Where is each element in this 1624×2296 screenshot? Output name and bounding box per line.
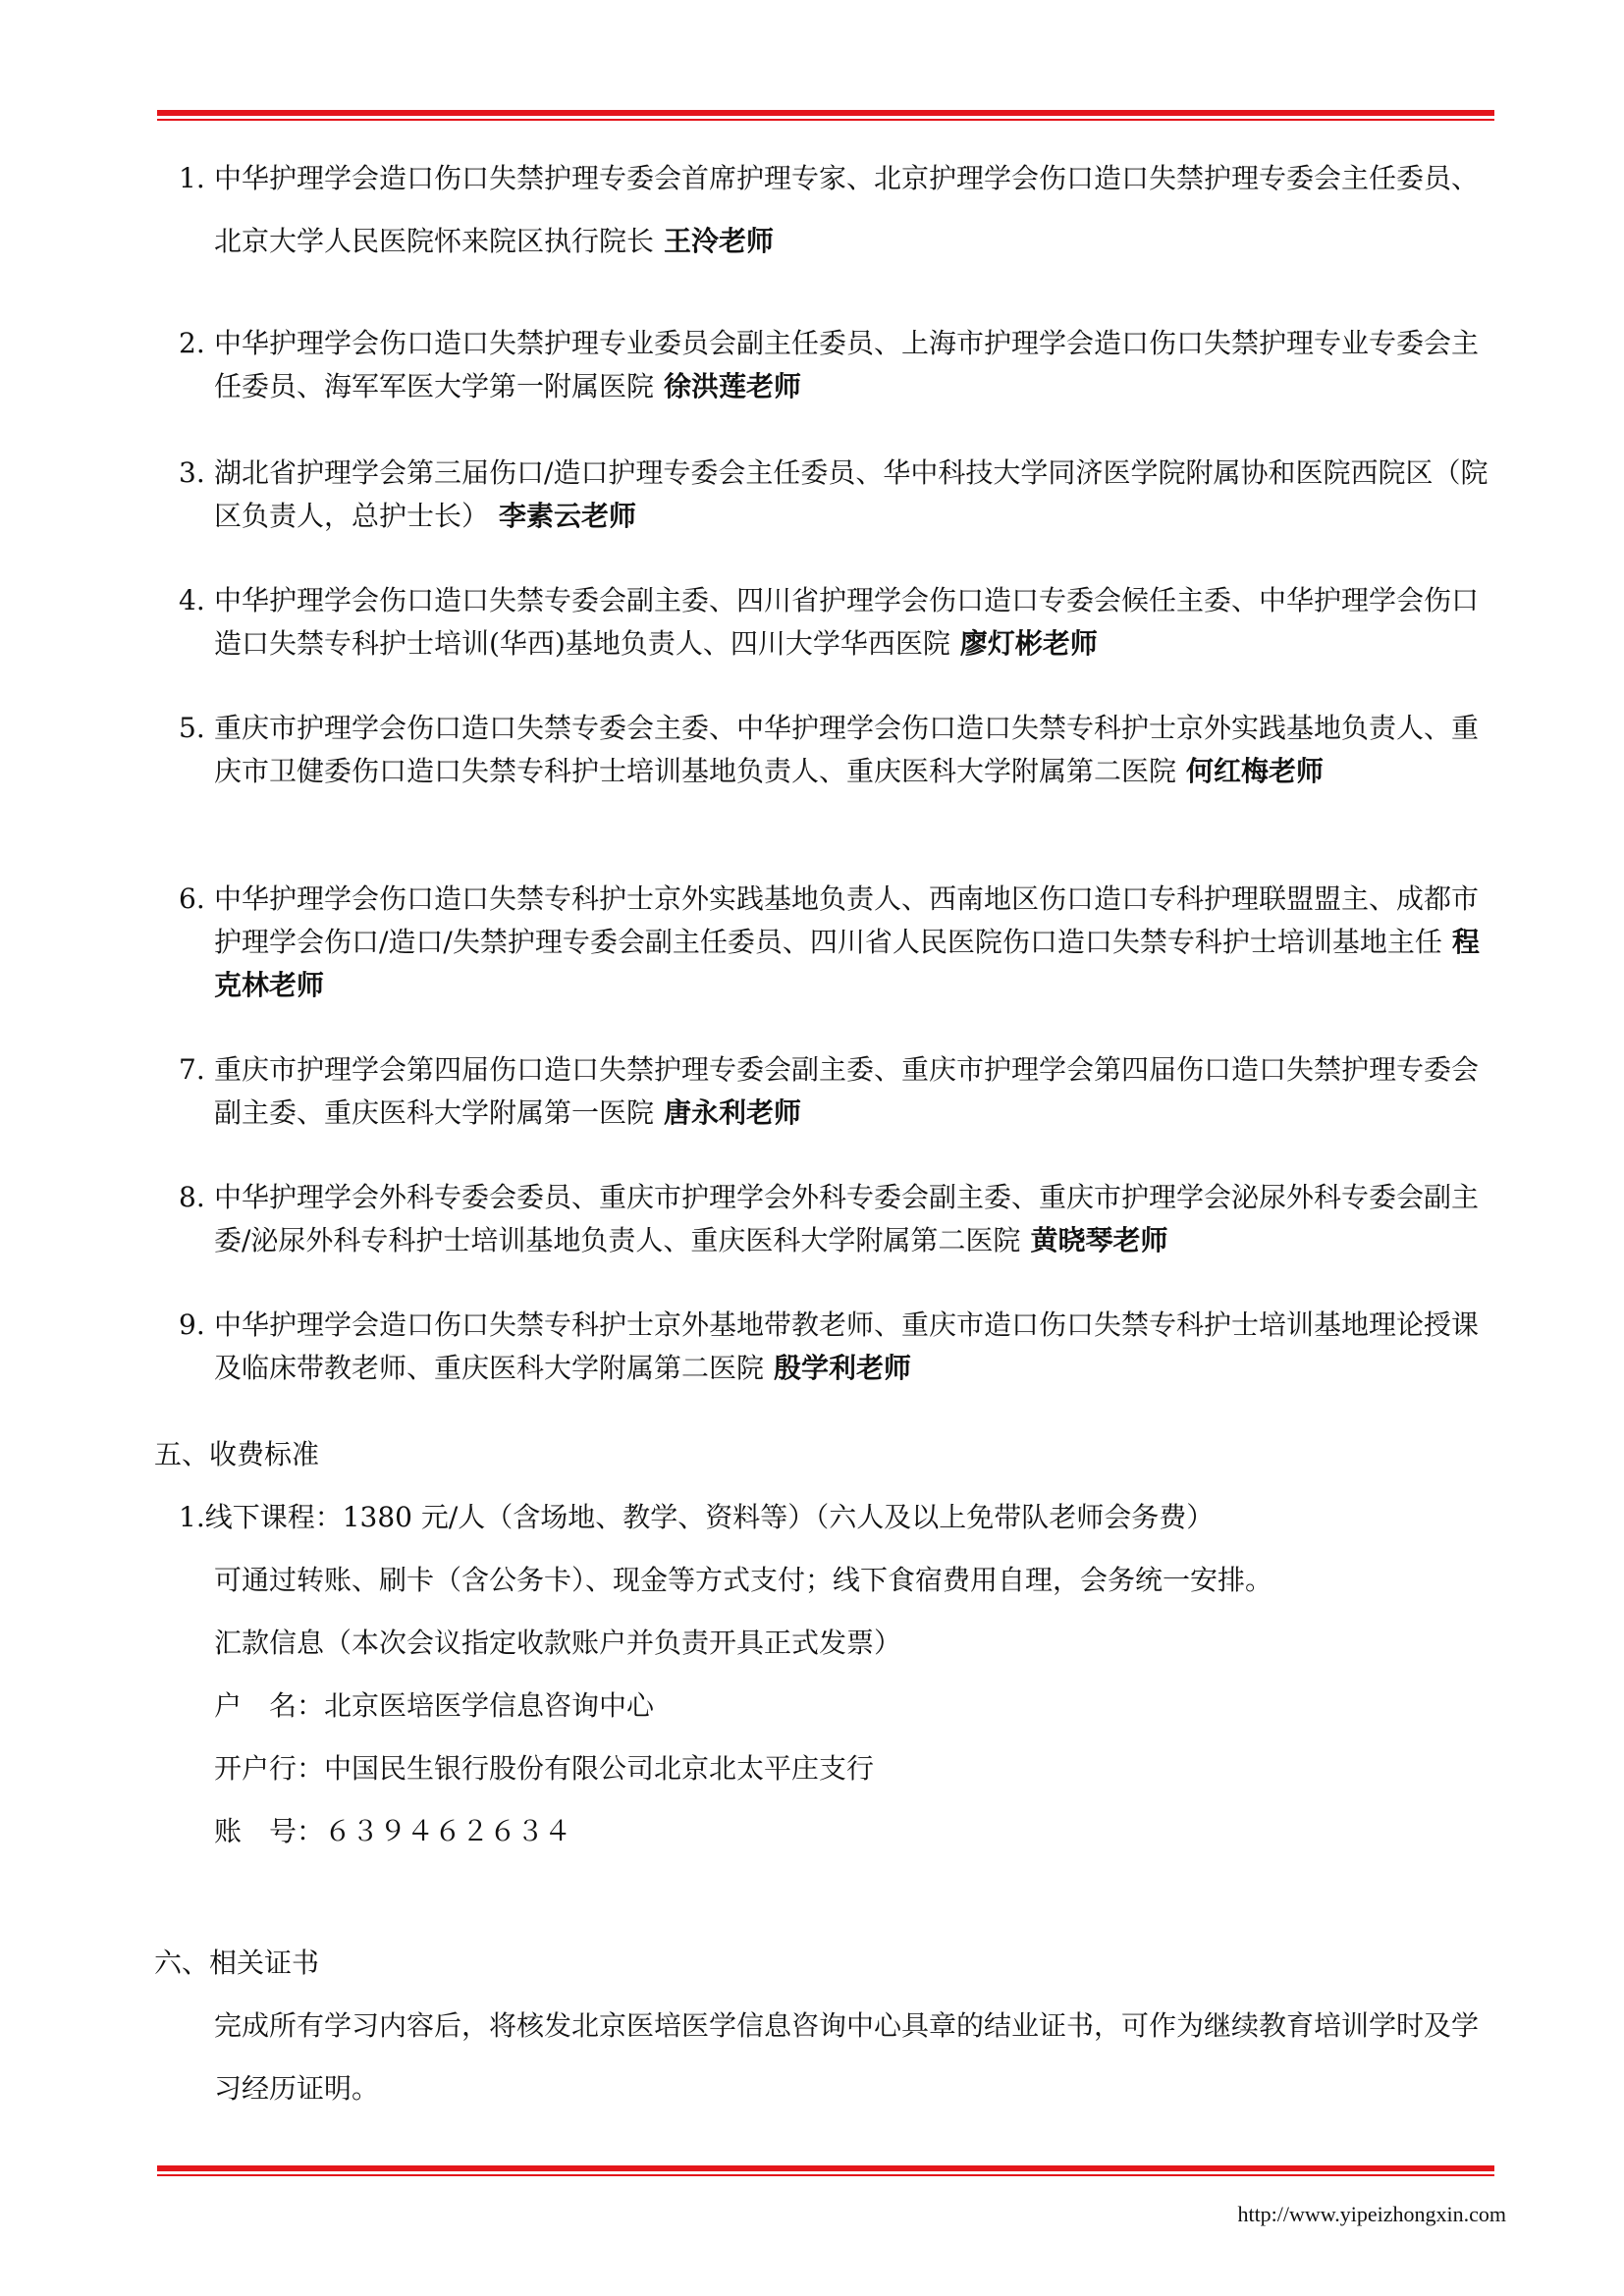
- header-rule: [157, 110, 1494, 121]
- item-number: 7.: [179, 1053, 205, 1086]
- teacher-name: 程克林老师: [214, 926, 1480, 1001]
- item-description: 湖北省护理学会第三届伤口/造口护理专委会主任委员、华中科技大学同济医学院附属协和医院西院区（院区负责人，总护士长）: [214, 456, 1489, 532]
- fees-line-course: 1.线下课程：1380 元/人（含场地、教学、资料等）（六人及以上免带队老师会务费）: [179, 1501, 1215, 1533]
- item-description: 重庆市护理学会伤口造口失禁专委会主委、中华护理学会伤口造口失禁专科护士京外实践基地负责人、重庆市卫健委伤口造口失禁专科护士培训基地负责人、重庆医科大学附属第二医院: [214, 712, 1480, 787]
- teacher-name: 王泠老师: [664, 225, 775, 257]
- footer-rule: [157, 2165, 1494, 2176]
- teacher-name: 李素云老师: [499, 500, 637, 532]
- item-description: 中华护理学会伤口造口失禁专科护士京外实践基地负责人、西南地区伤口造口专科护理联盟盟主、成都市护理学会伤口/造口/失禁护理专委会副主任委员、四川省人民医院伤口造口失禁专科护士培训基地主任: [214, 882, 1480, 958]
- footer-rule-thin-line: [157, 2174, 1494, 2176]
- teacher-item-3: [179, 452, 1500, 538]
- cert-heading: 六、相关证书: [154, 1947, 320, 1979]
- header-rule-thin-line: [157, 119, 1494, 121]
- item-number: 5.: [179, 712, 205, 744]
- teacher-name: 廖灯彬老师: [959, 627, 1098, 660]
- footer-website-link[interactable]: http://www.yipeizhongxin.com: [1237, 2202, 1506, 2226]
- item-number: 4.: [179, 584, 205, 616]
- teacher-item-2: [179, 322, 1500, 408]
- teacher-item-7: [179, 1048, 1500, 1135]
- item-number: 3.: [179, 456, 205, 489]
- item-description: 中华护理学会伤口造口失禁护理专业委员会副主任委员、上海市护理学会造口伤口失禁护理专业专委会主任委员、海军军医大学第一附属医院: [214, 327, 1480, 402]
- item-description: 重庆市护理学会第四届伤口造口失禁护理专委会副主委、重庆市护理学会第四届伤口造口失禁护理专委会副主委、重庆医科大学附属第一医院: [214, 1053, 1480, 1129]
- cert-text: 完成所有学习内容后，将核发北京医培医学信息咨询中心具章的结业证书，可作为继续教育培训学时及学习经历证明。: [214, 2009, 1480, 2105]
- teacher-item-4: [179, 579, 1500, 666]
- item-number: 8.: [179, 1181, 205, 1213]
- teacher-name: 殷学利老师: [774, 1352, 912, 1384]
- teacher-name: 唐永利老师: [664, 1096, 802, 1129]
- teacher-item-1: [179, 147, 1500, 273]
- teacher-name: 何红梅老师: [1186, 755, 1325, 787]
- fees-line-remit-info: 汇款信息（本次会议指定收款账户并负责开具正式发票）: [214, 1627, 902, 1659]
- item-number: 1.: [179, 162, 205, 194]
- teacher-item-5: [179, 707, 1500, 793]
- item-number: 9.: [179, 1308, 205, 1341]
- teacher-item-8: [179, 1176, 1500, 1262]
- item-description: 中华护理学会造口伤口失禁护理专委会首席护理专家、北京护理学会伤口造口失禁护理专委会主任委员、北京大学人民医院怀来院区执行院长: [214, 162, 1480, 257]
- item-description: 中华护理学会外科专委会委员、重庆市护理学会外科专委会副主委、重庆市护理学会泌尿外科专委会副主委/泌尿外科专科护士培训基地负责人、重庆医科大学附属第二医院: [214, 1181, 1480, 1256]
- teacher-name: 徐洪莲老师: [664, 370, 802, 402]
- item-number: 2.: [179, 327, 205, 359]
- fees-heading: 五、收费标准: [154, 1438, 320, 1470]
- fees-account-number: 账 号：６３９４６２６３４: [214, 1815, 572, 1847]
- teacher-item-9: [179, 1304, 1500, 1390]
- item-description: 中华护理学会伤口造口失禁专委会副主委、四川省护理学会伤口造口专委会候任主委、中华护理学会伤口造口失禁专科护士培训(华西)基地负责人、四川大学华西医院: [214, 584, 1480, 660]
- item-description: 中华护理学会造口伤口失禁专科护士京外基地带教老师、重庆市造口伤口失禁专科护士培训基地理论授课及临床带教老师、重庆医科大学附属第二医院: [214, 1308, 1480, 1384]
- item-number: 6.: [179, 882, 205, 915]
- fees-account-name: 户 名：北京医培医学信息咨询中心: [214, 1689, 655, 1722]
- fees-line-payment: 可通过转账、刷卡（含公务卡）、现金等方式支付；线下食宿费用自理，会务统一安排。: [214, 1564, 1273, 1596]
- fees-bank: 开户行：中国民生银行股份有限公司北京北太平庄支行: [214, 1752, 875, 1785]
- teacher-name: 黄晓琴老师: [1030, 1224, 1168, 1256]
- teacher-item-6: [179, 878, 1500, 1007]
